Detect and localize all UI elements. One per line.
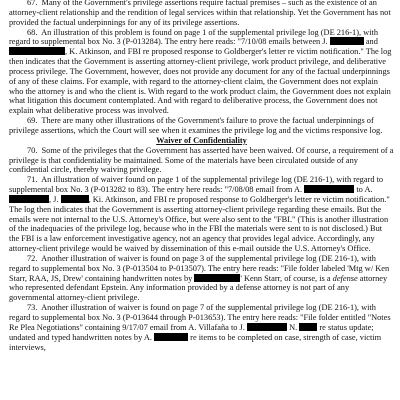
paragraph-text: re items to be completed on case, strength of case, victim interviews, <box>9 332 382 352</box>
paragraph-text: to A. <box>356 185 373 195</box>
paragraph-text: N. <box>289 322 298 332</box>
paragraph-number: 70. <box>27 145 38 155</box>
redaction-block <box>9 47 65 55</box>
paragraph-70 <box>9 146 394 176</box>
paragraph-number: 69. <box>27 116 38 126</box>
paragraph-number: 68. <box>27 27 38 37</box>
redaction-block <box>299 323 317 331</box>
paragraph-67 <box>9 0 394 28</box>
paragraph-text: ' Kenn Starr, of course, is a <box>240 273 331 283</box>
paragraph-number: 72. <box>27 253 38 263</box>
paragraph-text: Another illustration of waiver is found on page 7 of the supplemental privilege log (DE 216-1), with regard to supplemental box No. 3 (P-013644 through P-013653). The entry here reads: "File folder entitled "Notes Re Plea Negotiations" containing 9/17/07 email from A. Villafaña to J. <box>9 303 391 332</box>
paragraph-71 <box>9 175 394 254</box>
redaction-block <box>330 37 364 45</box>
redaction-block <box>154 333 188 341</box>
redaction-block <box>194 274 240 282</box>
paragraph-number: 71. <box>27 175 38 185</box>
paragraph-72 <box>9 254 394 303</box>
section-heading: Waiver of Confidentiality <box>156 135 247 145</box>
redaction-block <box>304 185 354 193</box>
paragraph-text: re status update; undated and typed handwritten notes by A. <box>9 322 374 342</box>
paragraph-69 <box>9 116 394 136</box>
paragraph-text: Many of the Government's privilege assertions require factual premises – such as the existence of an attorney-client relationship and the rendition of legal services within that relationship. Yet the Government has not provided the factual underpinnings for any of its privilege assertions. <box>9 0 391 27</box>
paragraph-number: 67. <box>27 0 38 7</box>
emphasis-text: defense <box>332 273 358 283</box>
paragraph-73 <box>9 303 394 352</box>
paragraph-text: There are many other illustrations of the Government's failure to prove the factual underpinnings of privilege assertions, which the Court will see when it examines the privilege log and the victims responsive log. <box>9 116 383 135</box>
redaction-block <box>61 195 89 203</box>
paragraph-text: , J. <box>49 194 59 204</box>
paragraph-text: Another illustration of waiver is found on page 3 of the supplemental privilege log (DE 216-1), with regard to supplemental box No. 3 (P-013504 to P-013507). The entry here reads: "File folder labeled 'Mtg w/ Ken Starr, RAA, JS, Drew' containing handwritten notes by <box>9 253 390 283</box>
redaction-block <box>9 195 49 203</box>
paragraph-text: An illustration of waiver found on page 1 of the supplemental privilege log (DE 216-1), with regard to supplemental box No. 3 (P-013282 to 83). The entry here reads: "7/08/08 email from A. <box>9 175 384 195</box>
paragraph-text: attorney who represented defendant Epstein. Any information provided by a defense attorney is not part of any governmental attorney-client privilege. <box>9 273 388 303</box>
paragraph-text: and <box>365 37 378 47</box>
paragraph-text: , Ki. Atkinson, and FBI re proposed response to Goldberger's letter re victim notification." The log then indicates that the Government is asserting attorney-client privilege regarding these emails. But the emails were not internal to the U.S. Attorney's Office, but were also sent to the "FBI." (This is another illustration of the inadequacies of the privilege log, because who in the FBI the materials were sent to is not disclosed.) But the FBI is a law enforcement investigative agency, not an agency that provides legal advice. Accordingly, any attorney-client privilege would be waived by dissemination of this e-mail outside the U.S. Attorney's Office. <box>9 194 390 254</box>
paragraph-text: Some of the privileges that the Government has asserted have been waived. Of course, a requirement of a privilege is that confidentiality be maintained. Some of the materials have been circulated outside of any confidential circle, thereby waiving privilege. <box>9 145 394 175</box>
paragraph-number: 73. <box>27 303 38 313</box>
redaction-block <box>247 323 287 331</box>
paragraph-68 <box>9 28 394 117</box>
paragraph-text: , K. Atkinson, and FBI re proposed response to Goldberger's letter re victim notification." The log then indicates that the Government is asserting attorney-client privilege, work product privilege, and deliberative process privilege. The Government, however, does not provide any document for any of the factual underpinnings of any of these claims. For example, with regard to the attorney-client claim, the Government does not explain who the attorney is and who the client is. With regard to the work product claim, the Government does not explain what litigation this document contemplated. And with regard to deliberative process, the Government does not explain what deliberative process was involved. <box>9 47 392 116</box>
paragraph-text: An illustration of this problem is found on page 1 of the supplemental privilege log (DE 216-1), with regard to supplemental box No. 3 (P-013284). The entry here reads: "7/10/08 emails between J. <box>9 27 379 47</box>
